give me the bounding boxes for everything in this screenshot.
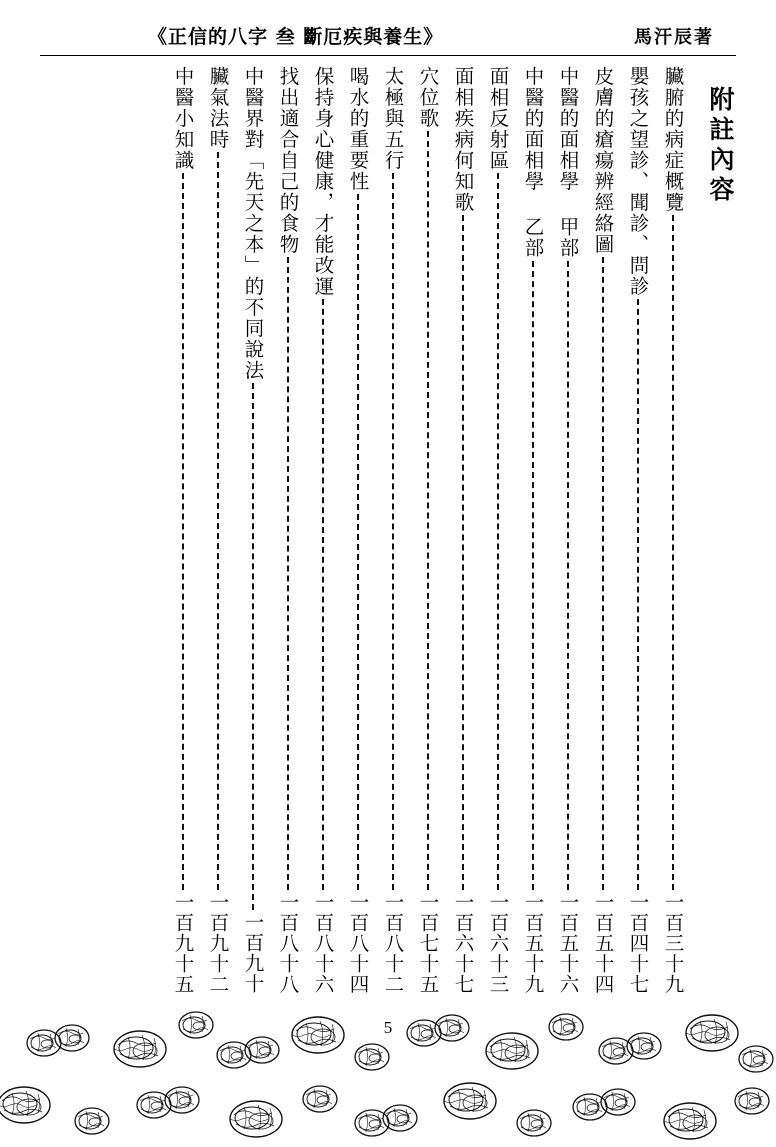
toc-entry[interactable] xyxy=(516,66,551,996)
toc-entry[interactable] xyxy=(656,66,691,996)
toc-entry[interactable] xyxy=(306,66,341,996)
toc-entry-label: 面相疾病何知歌 xyxy=(451,66,475,213)
toc-entry-page-number: 一百五十九 xyxy=(521,891,545,994)
toc-entry[interactable] xyxy=(621,66,656,996)
toc-leader-line xyxy=(602,257,604,890)
toc-entry[interactable] xyxy=(586,66,621,996)
toc-leader-line xyxy=(462,215,464,890)
toc-entry-label: 太極與五行 xyxy=(381,66,405,171)
toc-leader-line xyxy=(637,299,639,890)
toc-leader-line xyxy=(567,261,569,890)
page-title: 附註內容 xyxy=(706,86,735,206)
toc-entry-page-number: 一百三十九 xyxy=(661,891,685,994)
toc-entry-label: 嬰孩之望診、聞診、問診 xyxy=(626,66,650,297)
toc-entry[interactable] xyxy=(446,66,481,996)
toc-entry[interactable] xyxy=(201,66,236,996)
toc-entry-label: 中醫小知識 xyxy=(171,66,195,171)
toc-entry[interactable] xyxy=(481,66,516,996)
table-of-contents xyxy=(40,66,740,1016)
toc-entry[interactable] xyxy=(236,66,271,996)
toc-leader-line xyxy=(532,261,534,890)
page-header xyxy=(0,22,776,56)
toc-entry-label: 皮膚的瘡瘍辨經絡圖 xyxy=(591,66,615,255)
header-divider xyxy=(40,55,736,56)
toc-entry-page-number: 一百九十五 xyxy=(171,891,195,994)
toc-entry-label: 中醫界對「先天之本」的不同說法 xyxy=(241,66,265,381)
toc-entry-page-number: 一百五十四 xyxy=(591,891,615,994)
toc-leader-line xyxy=(427,131,429,890)
toc-entry-label: 臟氣法時 xyxy=(206,66,230,150)
toc-leader-line xyxy=(392,173,394,890)
toc-entry[interactable] xyxy=(271,66,306,996)
toc-entry-label: 中醫的面相學 甲部 xyxy=(556,66,580,259)
book-title: 《正信的八字 叁 斷厄疾與養生》 xyxy=(148,26,444,48)
toc-entry-page-number: 一百九十 xyxy=(241,912,265,994)
toc-leader-line xyxy=(322,299,324,890)
toc-entry-label: 面相反射區 xyxy=(486,66,510,171)
toc-leader-line xyxy=(252,383,254,910)
toc-entry-label: 中醫的面相學 乙部 xyxy=(521,66,545,259)
toc-entry-label: 臟腑的病症概覽 xyxy=(661,66,685,213)
toc-entry-page-number: 一百九十二 xyxy=(206,891,230,994)
toc-entry[interactable] xyxy=(411,66,446,996)
toc-entry[interactable] xyxy=(551,66,586,996)
toc-leader-line xyxy=(182,173,184,890)
toc-entry-label: 穴位歌 xyxy=(416,66,440,129)
toc-entry-page-number: 一百八十六 xyxy=(311,891,335,994)
book-author: 馬汗辰著 xyxy=(634,27,714,48)
toc-entry[interactable] xyxy=(341,66,376,996)
toc-entry-label: 喝水的重要性 xyxy=(346,66,370,192)
toc-leader-line xyxy=(672,215,674,890)
toc-entry-label: 保持身心健康，才能改運 xyxy=(311,66,335,297)
toc-entry[interactable] xyxy=(376,66,411,996)
toc-leader-line xyxy=(217,152,219,890)
toc-entry-page-number: 一百八十二 xyxy=(381,891,405,994)
toc-entry[interactable] xyxy=(166,66,201,996)
toc-leader-line xyxy=(357,194,359,890)
toc-entry-page-number: 一百六十七 xyxy=(451,891,475,994)
toc-entry-label: 找出適合自己的食物 xyxy=(276,66,300,255)
toc-entry-page-number: 一百七十五 xyxy=(416,891,440,994)
toc-entry-page-number: 一百五十六 xyxy=(556,891,580,994)
toc-entry-page-number: 一百八十八 xyxy=(276,891,300,994)
toc-entry-page-number: 一百六十三 xyxy=(486,891,510,994)
toc-entry-page-number: 一百八十四 xyxy=(346,891,370,994)
toc-entry-page-number: 一百四十七 xyxy=(626,891,650,994)
toc-leader-line xyxy=(287,257,289,890)
page-number: 5 xyxy=(383,1018,393,1037)
toc-leader-line xyxy=(497,173,499,890)
